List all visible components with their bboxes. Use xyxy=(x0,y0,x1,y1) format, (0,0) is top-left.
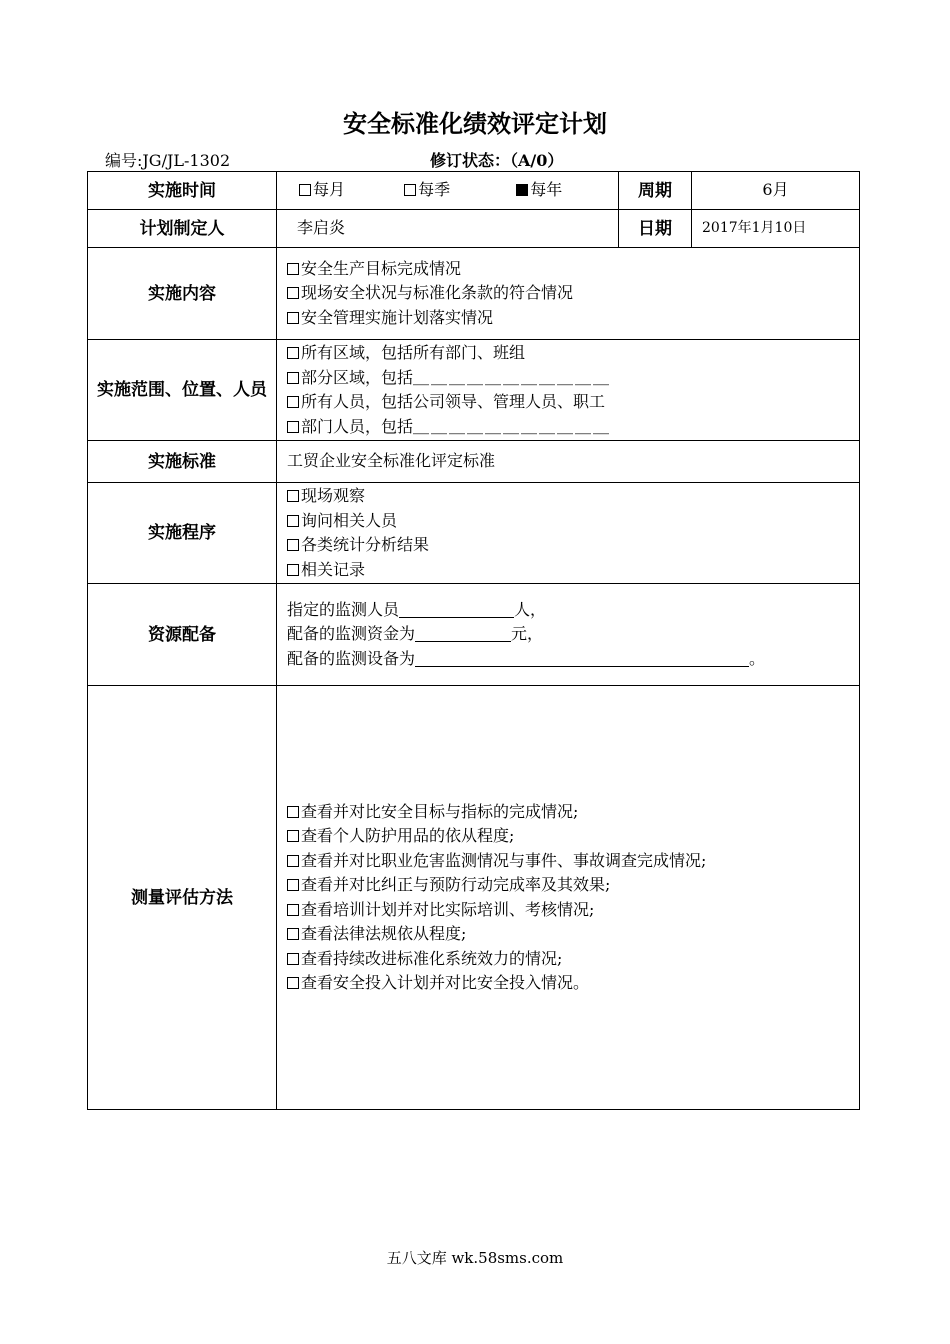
line-text: 配备的监测设备为 xyxy=(287,648,416,668)
item-text: 安全管理实施计划落实情况 xyxy=(301,307,494,327)
item-text: 所有人员，包括公司领导、管理人员、职工 xyxy=(301,392,606,411)
fill-blank-dashes: ＿＿＿＿＿＿＿＿＿＿＿ xyxy=(413,416,612,436)
line-text: 元， xyxy=(511,624,544,644)
checkbox[interactable] xyxy=(287,372,299,384)
item-text: 现场安全状况与标准化条款的符合情况 xyxy=(301,283,574,303)
checkbox[interactable] xyxy=(287,421,299,433)
item-text: 相关记录 xyxy=(301,559,366,579)
item-text: 查看培训计划并对比实际培训、考核情况; xyxy=(301,899,595,919)
list-item xyxy=(287,873,859,898)
item-text: 所有区域，包括所有部门、班组 xyxy=(301,343,526,362)
checkbox[interactable] xyxy=(287,806,299,818)
resources-lines xyxy=(277,584,860,686)
checkbox-monthly[interactable] xyxy=(299,184,311,196)
document-title: 安全标准化绩效评定计划 xyxy=(343,110,607,138)
checkbox[interactable] xyxy=(287,515,299,527)
label-planner: 计划制定人 xyxy=(88,210,277,248)
list-item xyxy=(287,800,859,825)
checkbox[interactable] xyxy=(287,928,299,940)
checkbox[interactable] xyxy=(287,347,299,359)
option-quarterly[interactable] xyxy=(404,178,511,203)
label-scope: 实施范围、位置、人员 xyxy=(88,340,277,441)
option-quarterly-label: 每季 xyxy=(418,180,451,200)
item-text: 查看个人防护用品的依从程度; xyxy=(301,826,515,845)
checkbox[interactable] xyxy=(287,312,299,324)
label-content: 实施内容 xyxy=(88,248,277,340)
row-procedure xyxy=(88,483,860,584)
list-item xyxy=(287,509,859,534)
list-item xyxy=(287,898,859,923)
option-monthly-label: 每月 xyxy=(313,180,346,200)
resource-line-personnel xyxy=(287,598,859,623)
checkbox[interactable] xyxy=(287,396,299,408)
item-text: 部门人员，包括 xyxy=(301,416,414,436)
checkbox[interactable] xyxy=(287,490,299,502)
line-text: 指定的监测人员 xyxy=(287,599,400,619)
resource-line-funds xyxy=(287,622,859,647)
checkbox-quarterly[interactable] xyxy=(404,184,416,196)
checkbox[interactable] xyxy=(287,287,299,299)
item-text: 查看安全投入计划并对比安全投入情况。 xyxy=(301,973,590,992)
line-text: 。 xyxy=(749,648,766,668)
plan-form-table xyxy=(87,171,860,1110)
list-item xyxy=(287,390,859,415)
list-item xyxy=(287,947,859,972)
list-item xyxy=(287,306,859,331)
item-text: 查看法律法规依从程度; xyxy=(301,924,467,943)
period-value: 6月 xyxy=(692,172,860,210)
document-code: 编号:JG/JL-1302 xyxy=(105,151,231,170)
checkbox[interactable] xyxy=(287,539,299,551)
row-standard xyxy=(88,441,860,483)
line-text: 配备的监测资金为 xyxy=(287,624,416,644)
equipment-blank[interactable] xyxy=(415,648,749,667)
item-text: 查看并对比安全目标与指标的完成情况; xyxy=(301,801,579,821)
item-text: 部分区域，包括 xyxy=(301,367,414,387)
option-yearly[interactable] xyxy=(516,178,562,203)
fill-blank-dashes: ＿＿＿＿＿＿＿＿＿＿＿ xyxy=(413,367,612,387)
list-item xyxy=(287,824,859,849)
resource-line-equipment xyxy=(287,647,859,672)
label-period: 周期 xyxy=(619,172,692,210)
procedure-list xyxy=(277,483,860,584)
list-item xyxy=(287,922,859,947)
checkbox[interactable] xyxy=(287,904,299,916)
scope-list xyxy=(277,340,860,441)
row-planner xyxy=(88,210,860,248)
option-monthly[interactable] xyxy=(299,178,399,203)
checkbox[interactable] xyxy=(287,263,299,275)
row-content xyxy=(88,248,860,340)
checkbox-yearly-checked[interactable] xyxy=(516,184,528,196)
item-text: 查看持续改进标准化系统效力的情况; xyxy=(301,948,563,968)
checkbox[interactable] xyxy=(287,830,299,842)
item-text: 安全生产目标完成情况 xyxy=(301,258,462,278)
standard-value: 工贸企业安全标准化评定标准 xyxy=(277,441,860,483)
row-implementation-time xyxy=(88,172,860,210)
checkbox[interactable] xyxy=(287,953,299,965)
item-text: 各类统计分析结果 xyxy=(301,535,430,554)
list-item xyxy=(287,849,859,874)
label-implementation-time: 实施时间 xyxy=(88,172,277,210)
list-item xyxy=(287,281,859,306)
item-text: 查看并对比纠正与预防行动完成率及其效果; xyxy=(301,875,611,894)
row-scope xyxy=(88,340,860,441)
row-resources xyxy=(88,584,860,686)
label-procedure: 实施程序 xyxy=(88,483,277,584)
item-text: 现场观察 xyxy=(301,486,366,505)
list-item xyxy=(287,366,859,391)
content-list xyxy=(277,248,860,340)
item-text: 询问相关人员 xyxy=(301,510,398,530)
label-standard: 实施标准 xyxy=(88,441,277,483)
line-text: 人， xyxy=(514,599,547,619)
list-item xyxy=(287,533,859,558)
checkbox[interactable] xyxy=(287,855,299,867)
planner-value: 李启炎 xyxy=(277,210,619,248)
checkbox[interactable] xyxy=(287,977,299,989)
list-item xyxy=(287,558,859,583)
frequency-options xyxy=(277,172,619,210)
checkbox[interactable] xyxy=(287,879,299,891)
label-methods: 测量评估方法 xyxy=(88,686,277,1110)
option-yearly-label: 每年 xyxy=(530,180,563,200)
row-methods xyxy=(88,686,860,1110)
list-item xyxy=(287,971,859,996)
methods-list xyxy=(277,686,860,1110)
date-value: 2017年1月10日 xyxy=(692,210,860,248)
list-item xyxy=(287,341,859,366)
footer-watermark: 五八文库 wk.58sms.com xyxy=(386,1249,564,1267)
item-text: 查看并对比职业危害监测情况与事件、事故调查完成情况; xyxy=(301,850,707,870)
label-date: 日期 xyxy=(619,210,692,248)
list-item xyxy=(287,484,859,509)
personnel-blank[interactable] xyxy=(399,599,514,618)
list-item xyxy=(287,257,859,282)
list-item xyxy=(287,415,859,440)
revision-status: 修订状态：（A/0） xyxy=(430,151,564,170)
label-resources: 资源配备 xyxy=(88,584,277,686)
checkbox[interactable] xyxy=(287,564,299,576)
funds-blank[interactable] xyxy=(415,623,511,642)
